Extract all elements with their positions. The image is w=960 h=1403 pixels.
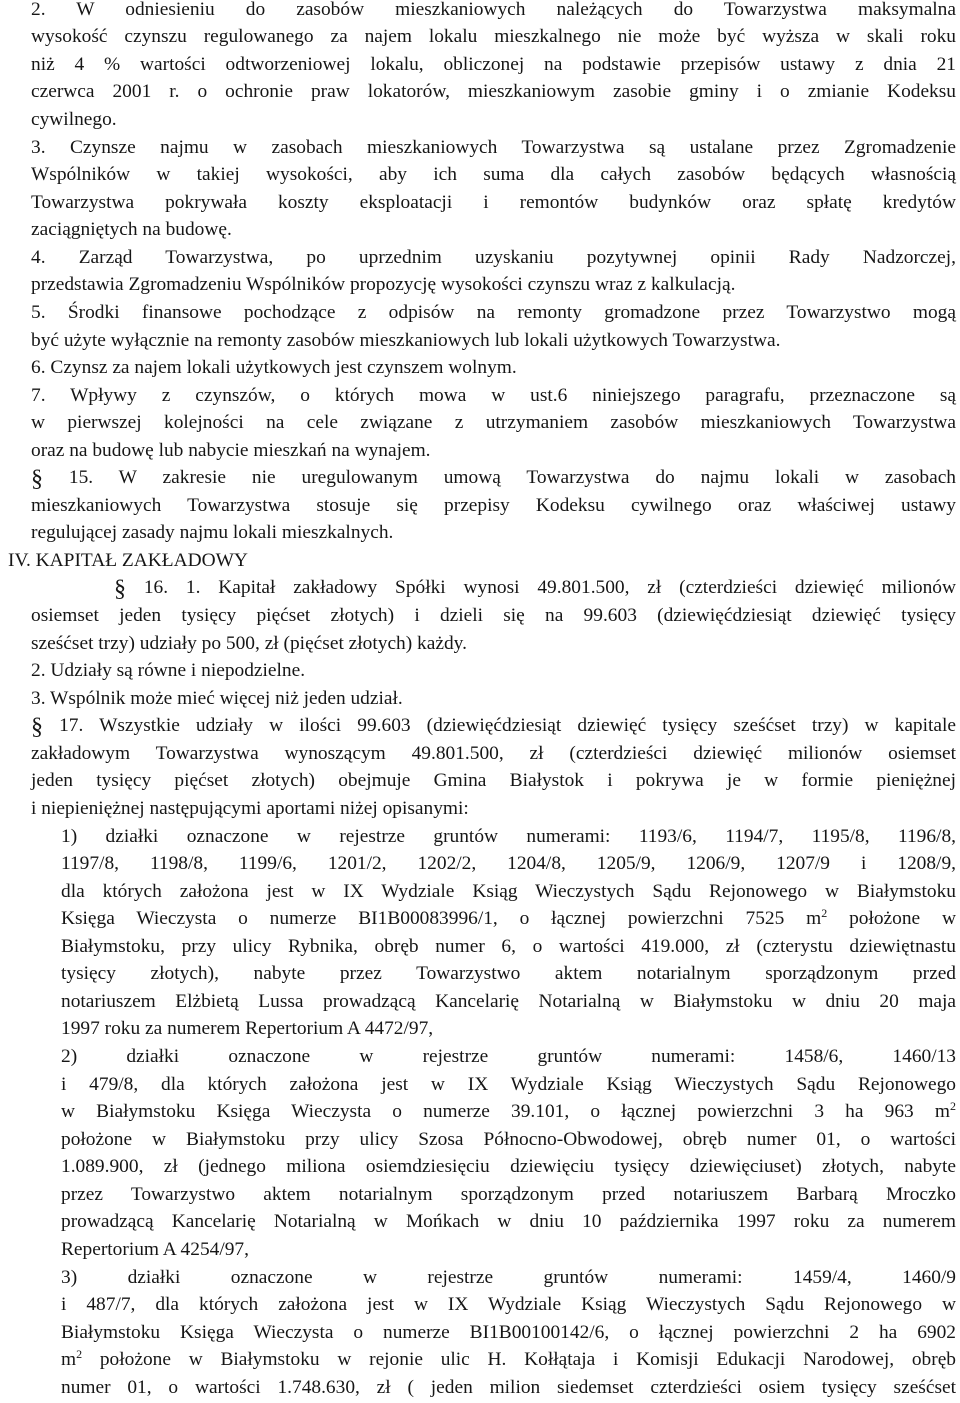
text-line: 1997 roku za numerem Repertorium A 4472/97, (61, 1018, 434, 1039)
text-line: przez Towarzystwo aktem notarialnym sporządzonym przed notariuszem Barbarą Mroczko (61, 1184, 956, 1205)
text-line: sześćset trzy) udziały po 500, zł (pięćset złotych) każdy. (31, 633, 467, 654)
text-line: zakładowym Towarzystwa wynoszącym 49.801.500, zł (czterdzieści dziewięć milionów osiemset (31, 743, 956, 764)
paragraph-17-line (31, 712, 956, 740)
text-line: 3. Czynsze najmu w zasobach mieszkaniowych Towarzystwa są ustalane przez Zgromadzenie (31, 137, 956, 158)
text-line: wysokość czynszu regulowanego za najem lokalu mieszkalnego nie może być wyższa w skali roku (31, 26, 956, 47)
text-line: 2. Udziały są równe i niepodzielne. (31, 660, 306, 681)
area-text: Księga Wieczysta o numerze BI1B00083996/1, o łącznej powierzchni 7525 m (61, 908, 822, 929)
chapter-heading: IV. KAPITAŁ ZAKŁADOWY (8, 550, 248, 571)
text-line: niż 4 % wartości odtworzeniowej lokalu, obliczonej na podstawie przepisów ustawy z dnia 21 (31, 54, 956, 75)
text-line: cywilnego. (31, 109, 117, 130)
text-line: oraz na budowę lub nabycie mieszkań na wynajem. (31, 440, 431, 461)
text-line (61, 905, 956, 933)
text-line: 2. W odniesieniu do zasobów mieszkaniowych należących do Towarzystwa maksymalna (31, 0, 956, 20)
text-line: regulującej zasady najmu lokali mieszkalnych. (31, 522, 394, 543)
section-sign: § (31, 466, 43, 492)
text-line: 6. Czynsz za najem lokali użytkowych jest czynszem wolnym. (31, 357, 517, 378)
text-line: 1197/8, 1198/8, 1199/6, 1201/2, 1202/2, 1204/8, 1205/9, 1206/9, 1207/9 i 1208/9, (61, 853, 956, 874)
list-item-1: 1) działki oznaczone w rejestrze gruntów numerami: 1193/6, 1194/7, 1195/8, 1196/8, (61, 826, 956, 847)
text-line: zaciągniętych na budowę. (31, 219, 232, 240)
paragraph-16-line (114, 574, 956, 602)
text-line: 4. Zarząd Towarzystwa, po uprzednim uzyskaniu pozytywnej opinii Rady Nadzorczej, (31, 247, 956, 268)
text-line: notariuszem Elżbietą Lussa prowadzącą Kancelarię Notarialną w Białymstoku w dniu 20 maja (61, 991, 956, 1012)
superscript: 2 (76, 1347, 83, 1361)
text-line: czerwca 2001 r. o ochronie praw lokatorów, mieszkaniowym zasobie gminy i o zmianie Kodeksu (31, 81, 956, 102)
text-line (61, 1346, 956, 1374)
text-line: przedstawia Zgromadzeniu Wspólników propozycję wysokości czynszu wraz z kalkulacją. (31, 274, 736, 295)
text-line: być użyte wyłącznie na remonty zasobów mieszkaniowych lub lokali użytkowych Towarzystwa. (31, 330, 781, 351)
paragraph-15-text: 15. W zakresie nie uregulowanym umową Towarzystwa do najmu lokali w zasobach (68, 467, 956, 488)
text-line: 3. Wspólnik może mieć więcej niż jeden udział. (31, 688, 403, 709)
section-sign: § (114, 576, 126, 602)
text-line: prowadzącą Kancelarię Notarialną w Mońkach w dniu 10 października 1997 roku za numerem (61, 1211, 956, 1232)
text-line: Wspólników w takiej wysokości, aby ich suma dla całych zasobów będących własnością (31, 164, 956, 185)
text-line: Białymstoku, przy ulicy Rybnika, obręb numer 6, o wartości 419.000, zł (czterystu dziewiętnastu (61, 936, 956, 957)
text-line: położone w Białymstoku przy ulicy Szosa Północno-Obwodowej, obręb numer 01, o wartości (61, 1129, 956, 1150)
text-line: mieszkaniowych Towarzystwa stosuje się przepisy Kodeksu cywilnego oraz właściwej ustawy (31, 495, 956, 516)
text-line: w pierwszej kolejności na cele związane z utrzymaniem zasobów mieszkaniowych Towarzystwa (31, 412, 956, 433)
text-line: tysięcy złotych), nabyte przez Towarzystwo aktem notarialnym sporządzonym przed (61, 963, 956, 984)
text-line: i niepieniężnej następującymi aportami niżej opisanymi: (31, 798, 469, 819)
text-line: Repertorium A 4254/97, (61, 1239, 249, 1260)
text-line: 7. Wpływy z czynszów, o których mowa w ust.6 niniejszego paragrafu, przeznaczone są (31, 385, 956, 406)
list-item-2: 2) działki oznaczone w rejestrze gruntów numerami: 1458/6, 1460/13 (61, 1046, 956, 1067)
text-line: osiemset jeden tysięcy pięćset złotych) i dzieli się na 99.603 (dziewięćdziesiąt dziewięć tysięcy (31, 605, 956, 626)
paragraph-15-line (31, 464, 956, 492)
text-line: numer 01, o wartości 1.748.630, zł ( jeden milion siedemset czterdzieści osiem tysięcy sześćset (61, 1377, 956, 1398)
text-line: Towarzystwa pokrywała koszty eksploatacji i remontów budynków oraz spłatę kredytów (31, 192, 956, 213)
text-line: 5. Środki finansowe pochodzące z odpisów na remonty gromadzone przez Towarzystwo mogą (31, 302, 956, 323)
text-line: jeden tysięcy pięćset złotych) obejmuje Gmina Białystok i pokrywa je w formie pieniężnej (31, 770, 956, 791)
text-line: 1.089.900, zł (jednego miliona osiemdziesięciu dziewięciu tysięcy dziewięciuset) złotych, nabyte (61, 1156, 956, 1177)
text-line: dla których założona jest w IX Wydziale Ksiąg Wieczystych Sądu Rejonowego w Białymstoku (61, 881, 956, 902)
text-fragment: położone w Białymstoku w rejonie ulic H. Kołłątaja i Komisji Edukacji Narodowej, obręb (99, 1349, 956, 1370)
text-line: i 479/8, dla których założona jest w IX Wydziale Ksiąg Wieczystych Sądu Rejonowego (61, 1074, 956, 1095)
text-line (61, 1098, 956, 1126)
text-line: Białymstoku Księga Wieczysta o numerze BI1B00100142/6, o łącznej powierzchni 2 ha 6902 (61, 1322, 956, 1343)
superscript: 2 (821, 906, 828, 920)
unit-m: m (61, 1349, 77, 1370)
area-text: w Białymstoku Księga Wieczysta o numerze 39.101, o łącznej powierzchni 3 ha 963 m (61, 1101, 950, 1122)
section-sign: § (31, 714, 43, 740)
paragraph-17-text: 17. Wszystkie udziały w ilości 99.603 (dziewięćdziesiąt dziewięć tysięcy sześćset trzy) w kapitale (59, 715, 956, 736)
list-item-3: 3) działki oznaczone w rejestrze gruntów numerami: 1459/4, 1460/9 (61, 1267, 956, 1288)
paragraph-16-text: 16. 1. Kapitał zakładowy Spółki wynosi 49.801.500, zł (czterdzieści dziewięć milionów (143, 577, 956, 598)
text-fragment: położone w (849, 908, 956, 929)
text-line: i 487/7, dla których założona jest w IX Wydziale Ksiąg Wieczystych Sądu Rejonowego w (61, 1294, 956, 1315)
superscript: 2 (950, 1099, 956, 1113)
